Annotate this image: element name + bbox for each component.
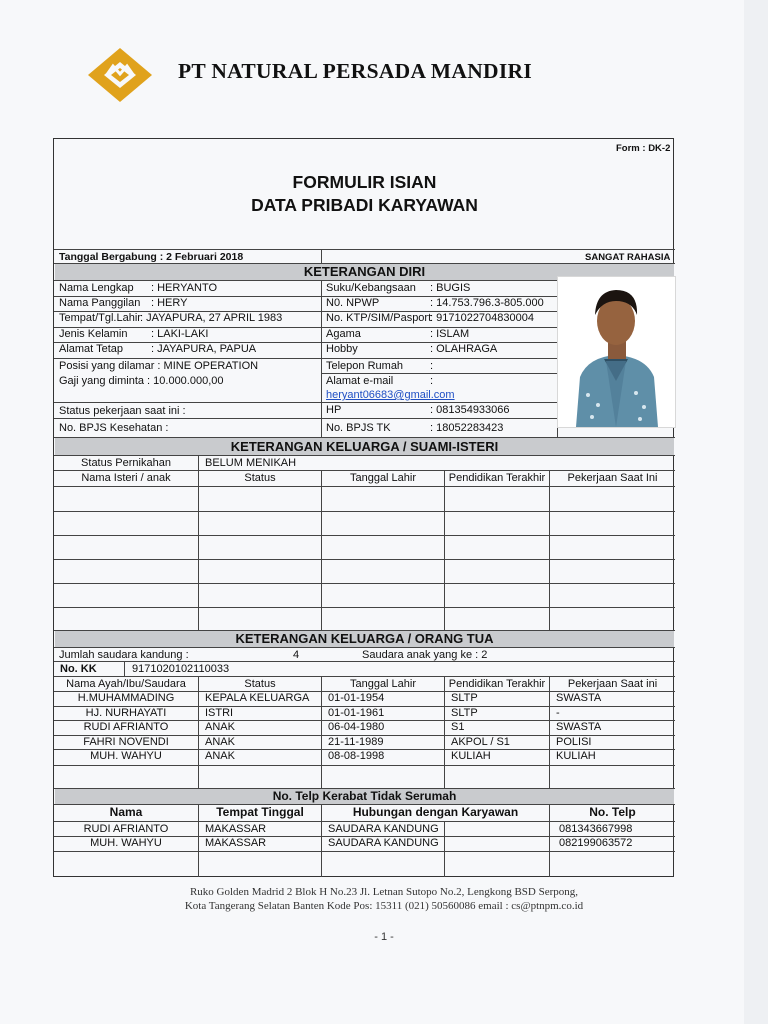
section-personal: KETERANGAN DIRI <box>55 264 674 280</box>
value-home-phone: : <box>430 360 434 372</box>
company-logo-icon <box>86 46 154 104</box>
label-address: Alamat Tetap <box>59 343 124 355</box>
table-row-cell: KULIAH <box>556 750 596 762</box>
table-row-cell: SLTP <box>451 692 478 704</box>
table-row-cell: KULIAH <box>451 750 491 762</box>
value-religion: : ISLAM <box>430 328 470 340</box>
parents-header-status: Status <box>244 678 276 690</box>
spouse-header-status: Status <box>244 472 276 484</box>
table-row-cell: 08-08-1998 <box>328 750 385 762</box>
person-photo-icon <box>558 277 675 427</box>
applicant-photo <box>557 276 676 428</box>
relatives-header-name: Nama <box>109 805 143 819</box>
value-nickname: : HERY <box>151 297 188 309</box>
table-row-cell: H.MUHAMMADING <box>77 692 175 704</box>
value-gender: : LAKI-LAKI <box>151 328 209 340</box>
value-ethnicity: : BUGIS <box>430 282 471 294</box>
sibling-order: Saudara anak yang ke : 2 <box>362 649 488 661</box>
footer-address-line2: Kota Tangerang Selatan Banten Kode Pos: 15311 (021) 50560086 email : cs@ptnpm.co.id <box>184 900 584 912</box>
table-row-cell: RUDI AFRIANTO <box>83 823 169 835</box>
spouse-header-birthdate: Tanggal Lahir <box>349 472 417 484</box>
table-row-cell: SWASTA <box>556 721 602 733</box>
table-row-cell: S1 <box>451 721 465 733</box>
table-row-cell: HJ. NURHAYATI <box>85 707 167 719</box>
label-bpjs-tk: No. BPJS TK <box>326 422 391 434</box>
value-address: : JAYAPURA, PAPUA <box>151 343 257 355</box>
label-hp: HP <box>326 404 342 416</box>
value-full-name: : HERYANTO <box>151 282 218 294</box>
label-ethnicity: Suku/Kebangsaan <box>326 282 416 294</box>
table-row-cell: 082199063572 <box>559 837 633 849</box>
label-kk: No. KK <box>60 663 97 675</box>
table-row-cell: SLTP <box>451 707 478 719</box>
table-row-cell: POLISI <box>556 736 592 748</box>
table-row-cell: ANAK <box>205 736 235 748</box>
section-relatives: No. Telp Kerabat Tidak Serumah <box>55 789 674 804</box>
table-row-cell: FAHRI NOVENDI <box>83 736 169 748</box>
table-row-cell: AKPOL / S1 <box>451 736 510 748</box>
relatives-header-phone: No. Telp <box>589 805 636 819</box>
label-work-status: Status pekerjaan saat ini : <box>59 405 186 417</box>
label-gender: Jenis Kelamin <box>59 328 128 340</box>
value-hobby: : OLAHRAGA <box>430 343 498 355</box>
parents-header-education: Pendidikan Terakhir <box>448 678 546 690</box>
table-row-cell: MUH. WAHYU <box>90 750 162 762</box>
relatives-header-relation: Hubungan dengan Karyawan <box>352 805 519 819</box>
table-row-cell: 01-01-1954 <box>328 692 385 704</box>
parents-header-occupation: Pekerjaan Saat ini <box>567 678 658 690</box>
value-ktp: : 9171022704830004 <box>430 312 534 324</box>
join-date: Tanggal Bergabung : 2 Februari 2018 <box>59 251 244 263</box>
position-applied: Posisi yang dilamar : MINE OPERATION <box>59 360 259 372</box>
value-bpjs-tk: : 18052283423 <box>430 422 504 434</box>
table-row-cell: KEPALA KELUARGA <box>205 692 310 704</box>
company-name: PT NATURAL PERSADA MANDIRI <box>178 59 533 83</box>
value-kk: 9171020102110033 <box>132 663 230 675</box>
label-home-phone: Telepon Rumah <box>326 360 404 372</box>
table-row-cell: MAKASSAR <box>205 837 267 849</box>
value-siblings: 4 <box>293 649 300 661</box>
table-row-cell: SAUDARA KANDUNG <box>328 823 439 835</box>
form-title-line2: DATA PRIBADI KARYAWAN <box>251 195 478 215</box>
table-row-cell: MUH. WAHYU <box>90 837 162 849</box>
label-npwp: N0. NPWP <box>326 297 380 309</box>
label-full-name: Nama Lengkap <box>59 282 134 294</box>
page-number: - 1 - <box>374 931 394 943</box>
label-marital-status: Status Pernikahan <box>81 457 171 469</box>
table-row-cell: RUDI AFRIANTO <box>83 721 169 733</box>
spouse-header-occupation: Pekerjaan Saat Ini <box>567 472 658 484</box>
form-frame <box>53 138 674 877</box>
label-hobby: Hobby <box>326 343 358 355</box>
table-row-cell: SAUDARA KANDUNG <box>328 837 439 849</box>
table-row-cell: 01-01-1961 <box>328 707 385 719</box>
table-row-cell: ISTRI <box>205 707 234 719</box>
label-siblings: Jumlah saudara kandung : <box>59 649 189 661</box>
relatives-header-city: Tempat Tinggal <box>216 805 304 819</box>
form-title-line1: FORMULIR ISIAN <box>292 172 437 192</box>
footer-address-line1: Ruko Golden Madrid 2 Blok H No.23 Jl. Letnan Sutopo No.2, Lengkong BSD Serpong, <box>189 886 579 898</box>
value-email-colon: : <box>430 375 434 387</box>
form-code: Form : DK-2 <box>616 143 671 154</box>
salary-requested: Gaji yang diminta : 10.000.000,00 <box>59 375 224 387</box>
label-ktp: No. KTP/SIM/Pasport <box>326 312 432 324</box>
table-row-cell: 06-04-1980 <box>328 721 385 733</box>
table-row-cell: SWASTA <box>556 692 602 704</box>
label-birth: Tempat/Tgl.Lahir <box>59 312 141 324</box>
label-bpjs-health: No. BPJS Kesehatan : <box>59 422 169 434</box>
table-row-cell: 21-11-1989 <box>328 736 384 748</box>
table-row-cell: - <box>556 707 560 719</box>
table-row-cell: 081343667998 <box>559 823 633 835</box>
value-npwp: : 14.753.796.3-805.000 <box>430 297 544 309</box>
table-row-cell: MAKASSAR <box>205 823 267 835</box>
section-spouse: KETERANGAN KELUARGA / SUAMI-ISTERI <box>55 438 674 455</box>
email-link[interactable]: heryant06683@gmail.com <box>326 389 455 401</box>
parents-header-name: Nama Ayah/Ibu/Saudara <box>66 678 186 690</box>
label-religion: Agama <box>326 328 361 340</box>
confidential-label: SANGAT RAHASIA <box>585 252 671 263</box>
value-birth: : JAYAPURA, 27 APRIL 1983 <box>140 312 283 324</box>
table-row-cell: ANAK <box>205 750 235 762</box>
section-parents: KETERANGAN KELUARGA / ORANG TUA <box>55 631 674 647</box>
label-email: Alamat e-mail <box>326 375 394 387</box>
label-nickname: Nama Panggilan <box>59 297 141 309</box>
table-row-cell: ANAK <box>205 721 235 733</box>
parents-header-birthdate: Tanggal Lahir <box>349 678 417 690</box>
value-marital-status: BELUM MENIKAH <box>205 457 297 469</box>
spouse-header-name: Nama Isteri / anak <box>81 472 171 484</box>
value-hp: : 081354933066 <box>430 404 510 416</box>
spouse-header-education: Pendidikan Terakhir <box>448 472 546 484</box>
